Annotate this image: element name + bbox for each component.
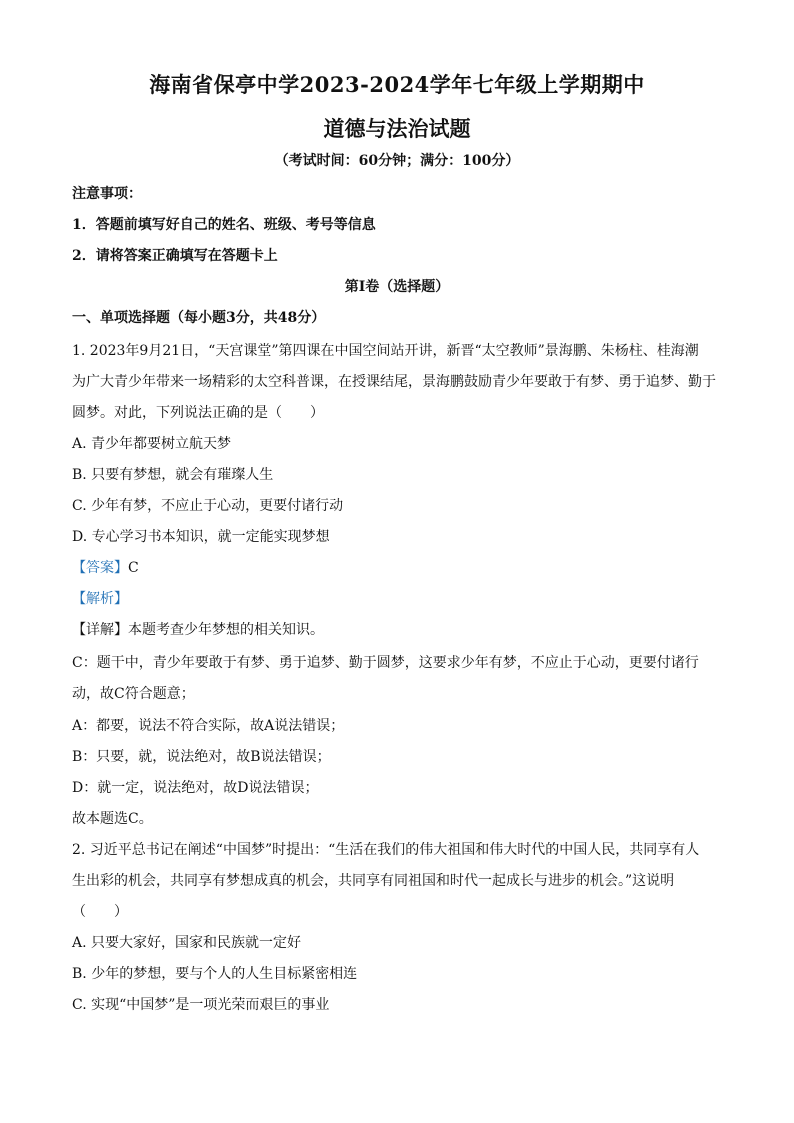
question-text: 为广大青少年带来一场精彩的太空科普课，在授课结尾，景海鹏鼓励青少年要敢于有梦、勇于追梦、勤于 <box>72 374 716 390</box>
notice-item: 1．答题前填写好自己的姓名、班级、考号等信息 <box>72 217 376 233</box>
page-title: 海南省保亭中学2023-2024学年七年级上学期期中 <box>149 72 645 97</box>
question-text: 2. 习近平总书记在阐述“中国梦”时提出：“生活在我们的伟大祖国和伟大时代的中国人民，共同享有人 <box>72 842 700 858</box>
notice-heading: 注意事项： <box>72 186 142 202</box>
part-heading: 一、单项选择题（每小题3分，共48分） <box>72 310 326 326</box>
question-text: 1. 2023年9月21日，“天宫课堂”第四课在中国空间站开讲，新晋“太空教师”景海鹏、朱杨柱、桂海潮 <box>72 343 699 359</box>
answer-line <box>72 557 139 577</box>
option-b: B. 只要有梦想，就会有璀璨人生 <box>72 467 274 483</box>
detail-line: 动，故C符合题意； <box>72 686 195 702</box>
detail-line: D：就一定，说法绝对，故D说法错误； <box>72 780 319 796</box>
answer-value: C <box>128 560 139 576</box>
question-text: （ ） <box>72 904 128 920</box>
option-d: D. 专心学习书本知识，就一定能实现梦想 <box>72 529 330 545</box>
volume-heading: 第I卷（选择题） <box>344 279 450 295</box>
exam-info: （考试时间：60分钟；满分：100分） <box>274 153 520 169</box>
option-a: A. 青少年都要树立航天梦 <box>72 436 232 452</box>
page-subtitle: 道德与法治试题 <box>323 116 471 141</box>
notice-item: 2．请将答案正确填写在答题卡上 <box>72 248 278 264</box>
option-c: C. 实现“中国梦”是一项光荣而艰巨的事业 <box>72 997 330 1013</box>
detail-line: 【详解】本题考查少年梦想的相关知识。 <box>72 622 324 638</box>
detail-line: 故本题选C。 <box>72 811 153 827</box>
answer-tag: 【答案】 <box>72 560 128 576</box>
option-c: C. 少年有梦，不应止于心动，更要付诸行动 <box>72 498 344 514</box>
option-b: B. 少年的梦想，要与个人的人生目标紧密相连 <box>72 966 358 982</box>
option-a: A. 只要大家好，国家和民族就一定好 <box>72 935 302 951</box>
detail-line: C：题干中，青少年要敢于有梦、勇于追梦、勤于圆梦，这要求少年有梦，不应止于心动，更要付诸行 <box>72 655 699 671</box>
question-text: 生出彩的机会，共同享有梦想成真的机会，共同享有同祖国和时代一起成长与进步的机会。”这说明 <box>72 873 675 889</box>
detail-line: A：都要，说法不符合实际，故A说法错误； <box>72 718 345 734</box>
detail-line: B：只要，就，说法绝对，故B说法错误； <box>72 749 331 765</box>
question-text: 圆梦。对此，下列说法正确的是（ ） <box>72 405 324 421</box>
analysis-tag: 【解析】 <box>72 591 128 607</box>
